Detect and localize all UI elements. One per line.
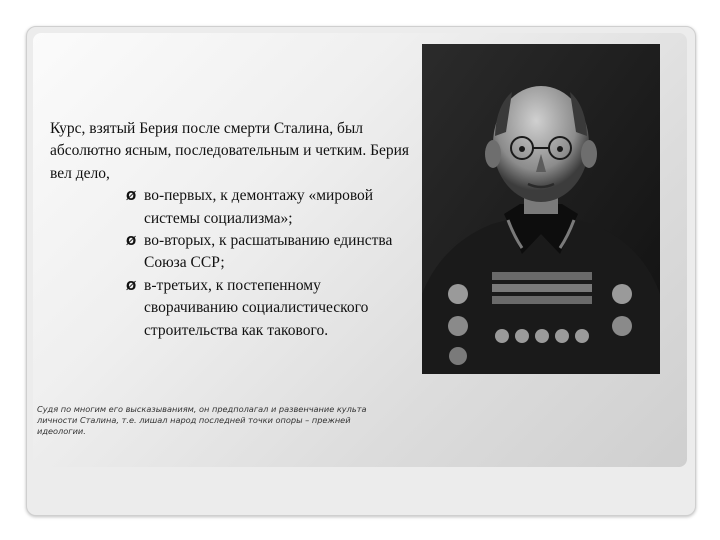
bullet-text: в-третьих, к постепенному сворачиванию социалистического строительства как такового. — [144, 276, 369, 339]
bullet-item — [50, 275, 410, 342]
bullet-text: во-вторых, к расшатыванию единства Союза ССР; — [144, 232, 393, 272]
arrow-bullet-icon: Ø — [126, 278, 137, 293]
intro-paragraph: Курс, взятый Берия после смерти Сталина, был абсолютно ясным, последовательным и четким. Берия вел дело, — [50, 120, 410, 182]
bullet-text: во-первых, к демонтажу «мировой системы социализма»; — [144, 187, 374, 227]
portrait-illustration — [422, 44, 660, 374]
arrow-bullet-icon: Ø — [126, 189, 137, 204]
bullet-item — [50, 185, 410, 230]
arrow-bullet-icon: Ø — [126, 234, 137, 249]
footnote: Судя по многим его высказываниям, он предполагал и развенчание культа личности Сталина, т.е. лишал народ последней точки опоры – прежней идеологии. — [37, 404, 367, 437]
bullet-list — [50, 185, 410, 342]
portrait-photo — [422, 44, 660, 374]
main-text-block — [50, 118, 410, 342]
bullet-item — [50, 230, 410, 275]
